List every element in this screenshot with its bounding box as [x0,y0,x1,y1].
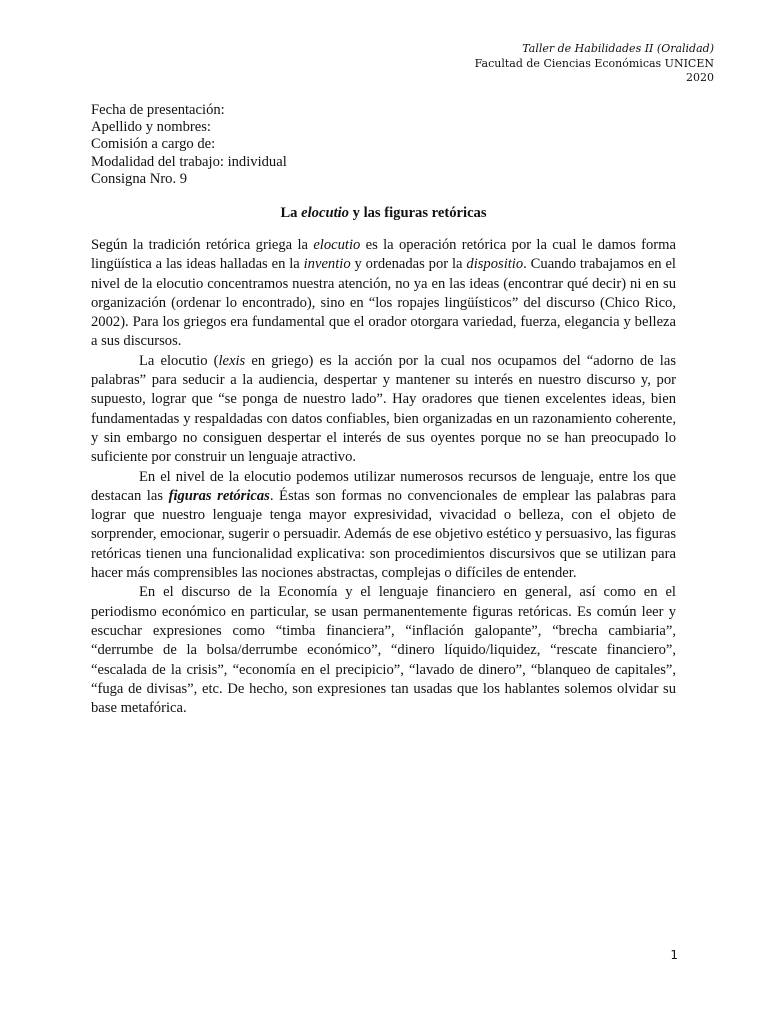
header-faculty: Facultad de Ciencias Económicas UNICEN [474,56,714,70]
emphasized-term: dispositio [466,256,524,273]
header-year: 2020 [686,71,714,84]
student-fields [91,102,287,188]
field-comision: Comisión a cargo de: [91,136,216,153]
title-pre: La [280,205,302,221]
text-run: en griego) es la acción por la cual nos ocupamos del “adorno de las palabras” para seducir a la audiencia, despertar y mantener su interés en nuestro discurso y, por supuesto, lograr que “se ponga de nuestro lado”. Hay oradores que tienen excelentes ideas, bien fundamentadas y respaldadas con datos confiables, bien organizadas en un razonamiento coherente, y sin embargo no consiguen despertar el interés de sus oyentes porque no se han preocupado lo suficiente por construir un lenguaje atractivo. [91,352,676,466]
document-title [91,204,676,223]
page-header [475,42,714,86]
body-paragraph [91,583,676,718]
field-consigna: Consigna Nro. 9 [91,170,188,187]
page-number: 1 [670,948,678,962]
emphasized-term: elocutio [313,237,361,253]
field-modalidad: Modalidad del trabajo: individual [91,153,287,170]
header-course: Taller de Habilidades II (Oralidad) [522,42,714,55]
text-run: y ordenadas por la [350,256,467,273]
text-run: La elocutio ( [139,352,219,369]
emphasized-term: inventio [303,256,351,273]
body-paragraph [91,236,676,352]
title-term: elocutio [301,205,349,221]
text-run: . Éstas son formas no convencionales de emplear las palabras para lograr que nuestro lenguaje tenga mayor expresividad, vivacidad o belleza, con el objeto de sorprender, emocionar, sugerir o persuadir. Además de ese objetivo estético y persuasivo, las figuras retóricas tienen una funcionalidad explicativa: son procedimientos discursivos que se utilizan para hacer más comprensibles las nociones abstractas, complejas o difíciles de entender. [91,487,677,582]
title-post: y las figuras retóricas [348,205,487,221]
emphasized-term: figuras retóricas [168,487,270,504]
body-paragraph [91,352,676,468]
body-paragraph [91,468,676,584]
text-run: En el nivel de la elocutio podemos utilizar numerosos recursos de lenguaje, entre los que destacan las [91,468,676,504]
text-run: En el discurso de la Economía y el lenguaje financiero en general, así como en el periodismo económico en particular, se usan permanentemente figuras retóricas. Es común leer y escuchar expresiones como “timba financiera”, “inflación galopante”, “brecha cambiaria”, “derrumbe de la bolsa/derrumbe económico”, “dinero líquido/liquidez, “rescate financiero”, “escalada de la crisis”, “economía en el precipicio”, “lavado de dinero”, “blanqueo de capitales”, “fuga de divisas”, etc. De hecho, son expresiones tan usadas que los hablantes solemos olvidar su base metafórica. [91,584,676,717]
text-run: Según la tradición retórica griega la [91,237,314,253]
text-run: es la operación retórica por la cual le damos forma lingüística a las ideas halladas en la [91,237,676,273]
text-run: . Cuando trabajamos en el nivel de la elocutio concentramos nuestra atención, no ya en las ideas (encontrar qué decir) ni en su organización (ordenar lo encontrado), sino en “los ropajes lingüísticos” del discurso (Chico Rico, 2002). Para los griegos era fundamental que el orador otorgara variedad, fuerza, elegancia y belleza a sus discursos. [91,256,676,350]
field-apellido: Apellido y nombres: [91,119,211,136]
field-fecha: Fecha de presentación: [91,102,225,118]
emphasized-term: lexis [218,352,246,369]
document-body [91,236,676,718]
